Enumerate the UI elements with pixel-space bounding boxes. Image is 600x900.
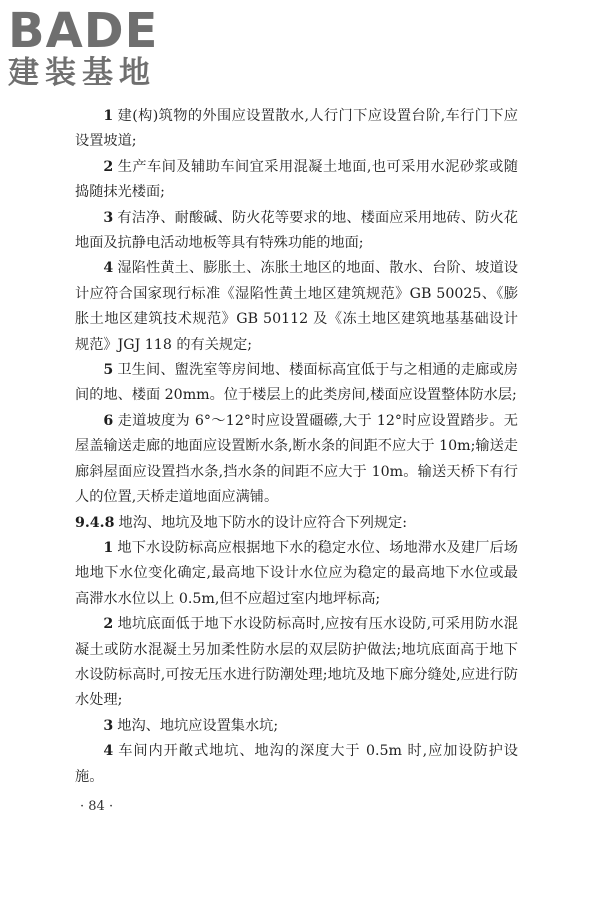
item-number: 6	[103, 412, 114, 429]
item-number: 3	[103, 209, 114, 226]
item-text: 地沟、地坑应设置集水坑;	[117, 717, 279, 734]
item-text: 湿陷性黄土、膨胀土、冻胀土地区的地面、散水、台阶、坡道设计应符合国家现行标准《湿陷性黄土地区建筑规范》GB 50025、《膨胀土地区建筑技术规范》GB 50112 及《冻土地区建筑地基基础设计规范》JGJ 118 的有关规定;	[75, 260, 518, 353]
item-number: 1	[103, 108, 114, 124]
paragraph-1	[75, 104, 518, 155]
paragraph-3	[75, 206, 518, 257]
document-body	[75, 104, 518, 790]
item-text: 地下水设防标高应根据地下水的稳定水位、场地滞水及建厂后场地地下水位变化确定,最高地下设计水位应为稳定的最高地下水位或最高滞水水位以上 0.5m,但不应超过室内地坪标高;	[75, 539, 518, 607]
item-text: 建(构)筑物的外围应设置散水,人行门下应设置台阶,车行门下应设置坡道;	[75, 108, 518, 150]
clause-heading	[75, 511, 518, 536]
item-text: 生产车间及辅助车间宜采用混凝土地面,也可采用水泥砂浆或随捣随抹光楼面;	[75, 158, 518, 201]
item-number: 2	[103, 616, 114, 633]
item-number: 4	[103, 743, 114, 760]
item-number: 4	[103, 260, 114, 277]
clause-number: 9.4.8	[75, 514, 115, 531]
sub-paragraph-3	[75, 714, 518, 739]
item-text: 有洁净、耐酸碱、防火花等要求的地、楼面应采用地砖、防火花地面及抗静电活动地板等具有特殊功能的地面;	[75, 209, 518, 252]
brand-logo	[8, 3, 178, 91]
item-text: 走道坡度为 6°～12°时应设置礓礤,大于 12°时应设置踏步。无屋盖输送走廊的地面应设置断水条,断水条的间距不应大于 10m;输送走廊斜屋面应设置挡水条,挡水条的间距不应大于 10m。输送天桥下有行人的位置,天桥走道地面应满铺。	[75, 412, 518, 506]
item-text: 车间内开敞式地坑、地沟的深度大于 0.5m 时,应加设防护设施。	[75, 743, 518, 785]
sub-paragraph-1	[75, 536, 518, 612]
item-number: 2	[103, 158, 114, 175]
item-text: 地坑底面低于地下水设防标高时,应按有压水设防,可采用防水混凝土或防水混凝土另加柔性防水层的双层防护做法;地坑底面高于地下水设防标高时,可按无压水进行防潮处理;地坑及地下廊分缝处,应进行防水处理;	[75, 616, 518, 709]
sub-paragraph-4	[75, 739, 518, 790]
paragraph-2	[75, 155, 518, 206]
page-number: · 84 ·	[80, 799, 114, 814]
paragraph-4	[75, 256, 518, 358]
logo-wordmark: BADE	[8, 3, 159, 59]
clause-text: 地沟、地坑及地下防水的设计应符合下列规定:	[118, 514, 408, 531]
sub-paragraph-2	[75, 612, 518, 714]
item-text: 卫生间、盥洗室等房间地、楼面标高宜低于与之相通的走廊或房间的地、楼面 20mm。位于楼层上的此类房间,楼面应设置整体防水层;	[75, 362, 518, 404]
item-number: 1	[103, 539, 114, 556]
logo-subtitle: 建装基地	[8, 55, 156, 91]
item-number: 5	[103, 362, 114, 379]
paragraph-5	[75, 358, 518, 409]
paragraph-6	[75, 409, 518, 511]
item-number: 3	[103, 717, 114, 734]
